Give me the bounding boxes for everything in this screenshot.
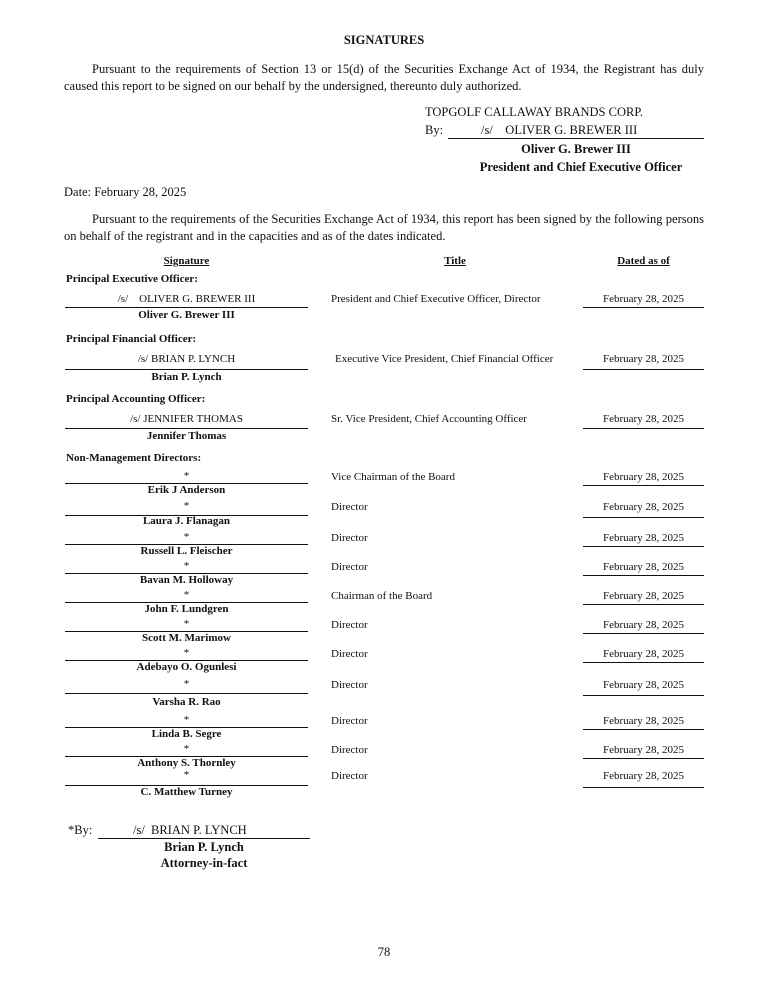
signed-date: February 28, 2025: [603, 353, 684, 365]
date-line: [583, 575, 704, 576]
signature-line: [448, 138, 704, 139]
signer-title: Chairman of the Board: [331, 590, 433, 602]
signed-date: February 28, 2025: [603, 715, 684, 727]
date-line: [583, 758, 704, 759]
signer-title: Director: [331, 648, 368, 660]
signed-date: February 28, 2025: [603, 471, 684, 483]
signer-title: Director: [331, 679, 368, 691]
signer-name: Adebayo O. Ogunlesi: [136, 661, 237, 673]
signature-text: *: [183, 560, 190, 572]
section-principal-financial: Principal Financial Officer:: [66, 333, 197, 345]
date-line: [583, 604, 704, 605]
signer-name: Varsha R. Rao: [152, 696, 221, 708]
signature-text: /s/ BRIAN P. LYNCH: [137, 353, 236, 365]
signature-text: *: [183, 647, 190, 659]
signer-name: John F. Lundgren: [144, 603, 229, 615]
signer-title: President and Chief Executive Officer, Director: [331, 293, 541, 305]
page-heading: SIGNATURES: [343, 33, 425, 47]
signature-line: [65, 428, 308, 429]
signature-text: /s/ JENNIFER THOMAS: [130, 413, 243, 425]
signer-name: Bavan M. Holloway: [139, 574, 234, 586]
page-number: 78: [377, 945, 391, 959]
signer-name: Oliver G. Brewer III: [138, 309, 235, 321]
date-line: [583, 485, 704, 486]
signer-title: Director: [331, 501, 368, 513]
date-line: [583, 307, 704, 308]
signer-name: Scott M. Marimow: [142, 632, 231, 644]
section-non-management: Non-Management Directors:: [66, 452, 202, 464]
attorney-role: Attorney-in-fact: [160, 856, 248, 870]
signer-name: Jennifer Thomas: [146, 430, 227, 442]
signer-name: Brian P. Lynch: [151, 371, 222, 383]
registrant-company: TOPGOLF CALLAWAY BRANDS CORP.: [425, 105, 644, 119]
signature-text: *: [183, 500, 190, 512]
registrant-signature: /s/ OLIVER G. BREWER III: [481, 123, 638, 137]
date-line: [583, 546, 704, 547]
second-paragraph: Pursuant to the requirements of the Securities Exchange Act of 1934, this report has been signed by the following persons on behalf of the registrant and in the capacities and as of the dates indicated.: [64, 212, 704, 243]
date-line: [583, 428, 704, 429]
signed-date: February 28, 2025: [603, 590, 684, 602]
date-line: Date: February 28, 2025: [64, 185, 187, 199]
column-header-title: Title: [444, 255, 466, 267]
registrant-name: Oliver G. Brewer III: [521, 142, 631, 156]
signer-title: Director: [331, 561, 368, 573]
signature-text: *: [183, 589, 190, 601]
signed-date: February 28, 2025: [603, 293, 684, 305]
signer-title: Sr. Vice President, Chief Accounting Officer: [331, 413, 527, 425]
signed-date: February 28, 2025: [603, 648, 684, 660]
signed-date: February 28, 2025: [603, 413, 684, 425]
date-line: [583, 662, 704, 663]
signed-date: February 28, 2025: [603, 619, 684, 631]
column-header-signature: Signature: [163, 255, 210, 267]
date-line: [583, 633, 704, 634]
signer-title: Executive Vice President, Chief Financial Officer: [335, 353, 554, 365]
section-principal-accounting: Principal Accounting Officer:: [66, 393, 206, 405]
date-line: [583, 729, 704, 730]
signed-date: February 28, 2025: [603, 501, 684, 513]
date-line: [583, 517, 704, 518]
signature-text: *: [183, 531, 190, 543]
signed-date: February 28, 2025: [603, 744, 684, 756]
signature-line: [65, 693, 308, 694]
signature-text: *: [183, 470, 190, 482]
signature-line: [65, 307, 308, 308]
signer-title: Director: [331, 744, 368, 756]
intro-paragraph: Pursuant to the requirements of Section 13 or 15(d) of the Securities Exchange Act of 1934, the Registrant has duly caused this report to be signed on our behalf by the undersigned, thereunto duly authorized.: [64, 62, 704, 93]
signed-date: February 28, 2025: [603, 561, 684, 573]
signer-title: Director: [331, 532, 368, 544]
section-principal-executive: Principal Executive Officer:: [66, 273, 198, 285]
signature-text: *: [183, 743, 190, 755]
signer-title: Director: [331, 715, 368, 727]
signed-date: February 28, 2025: [603, 679, 684, 691]
signer-name: Erik J Anderson: [147, 484, 226, 496]
attorney-signature: /s/ BRIAN P. LYNCH: [133, 823, 247, 837]
signature-line: [65, 369, 308, 370]
date-line: [583, 369, 704, 370]
registrant-title: President and Chief Executive Officer: [479, 160, 683, 174]
registrant-by-label: By:: [425, 123, 444, 137]
date-line: [583, 695, 704, 696]
signer-title: Vice Chairman of the Board: [331, 471, 455, 483]
attorney-name: Brian P. Lynch: [164, 840, 244, 854]
signed-date: February 28, 2025: [603, 532, 684, 544]
signer-name: Anthony S. Thornley: [137, 757, 236, 769]
signature-text: *: [183, 714, 190, 726]
signer-name: C. Matthew Turney: [140, 786, 233, 798]
signer-name: Russell L. Fleischer: [140, 545, 233, 557]
signature-text: *: [183, 678, 190, 690]
attorney-by-label: *By:: [68, 823, 93, 837]
date-line: [583, 787, 704, 788]
signed-date: February 28, 2025: [603, 770, 684, 782]
signature-text: *: [183, 769, 190, 781]
column-header-dated: Dated as of: [617, 255, 670, 267]
signer-title: Director: [331, 770, 368, 782]
signer-name: Linda B. Segre: [151, 728, 222, 740]
signer-title: Director: [331, 619, 368, 631]
signer-name: Laura J. Flanagan: [142, 515, 231, 527]
signature-text: *: [183, 618, 190, 630]
signature-text: /s/ OLIVER G. BREWER III: [117, 293, 256, 305]
